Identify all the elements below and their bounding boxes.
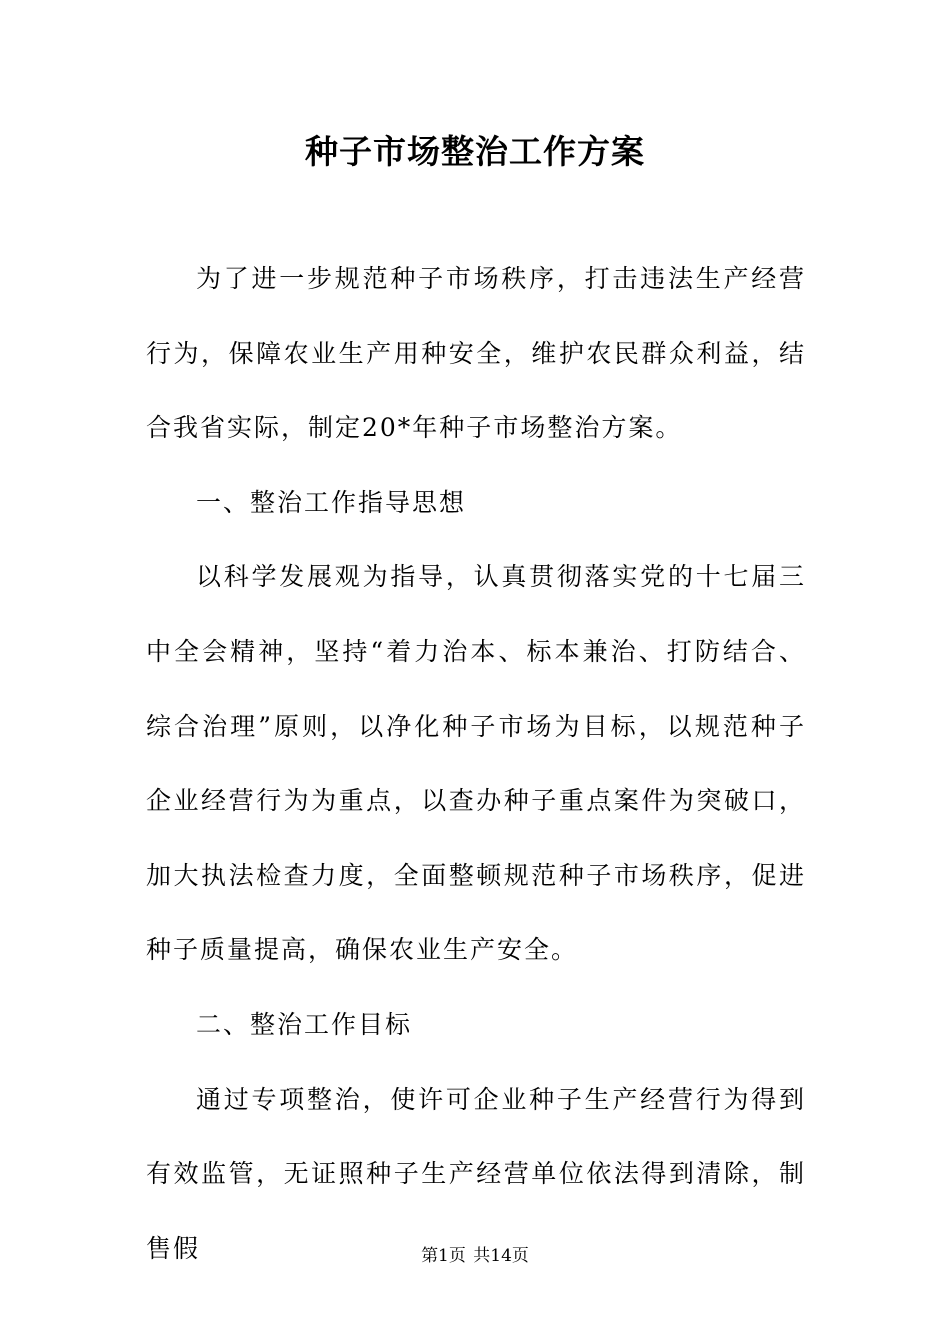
document-title: 种子市场整治工作方案	[305, 132, 645, 171]
page-footer	[0, 1244, 950, 1268]
paragraph-intro: 为了进一步规范种子市场秩序，打击违法生产经营行为，保障农业生产用种安全，维护农民群众利益，结合我省实际，制定20*年种子市场整治方案。	[146, 264, 806, 443]
paragraph-goals: 通过专项整治，使许可企业种子生产经营行为得到有效监管，无证照种子生产经营单位依法得到清除，制售假	[146, 1084, 806, 1263]
page-number-total: 共14页	[473, 1246, 529, 1266]
page-number-current: 第1页	[421, 1246, 466, 1266]
document-body	[146, 242, 806, 1286]
section-heading-1: 一、整治工作指导思想	[196, 487, 467, 517]
paragraph-guiding-thought: 以科学发展观为指导，认真贯彻落实党的十七届三中全会精神，坚持“着力治本、标本兼治、打防结合、综合治理”原则，以净化种子市场为目标，以规范种子企业经营行为为重点，以查办种子重点案件为突破口，加大执法检查力度，全面整顿规范种子市场秩序，促进种子质量提高，确保农业生产安全。	[146, 562, 806, 965]
section-heading-2: 二、整治工作目标	[196, 1009, 413, 1039]
